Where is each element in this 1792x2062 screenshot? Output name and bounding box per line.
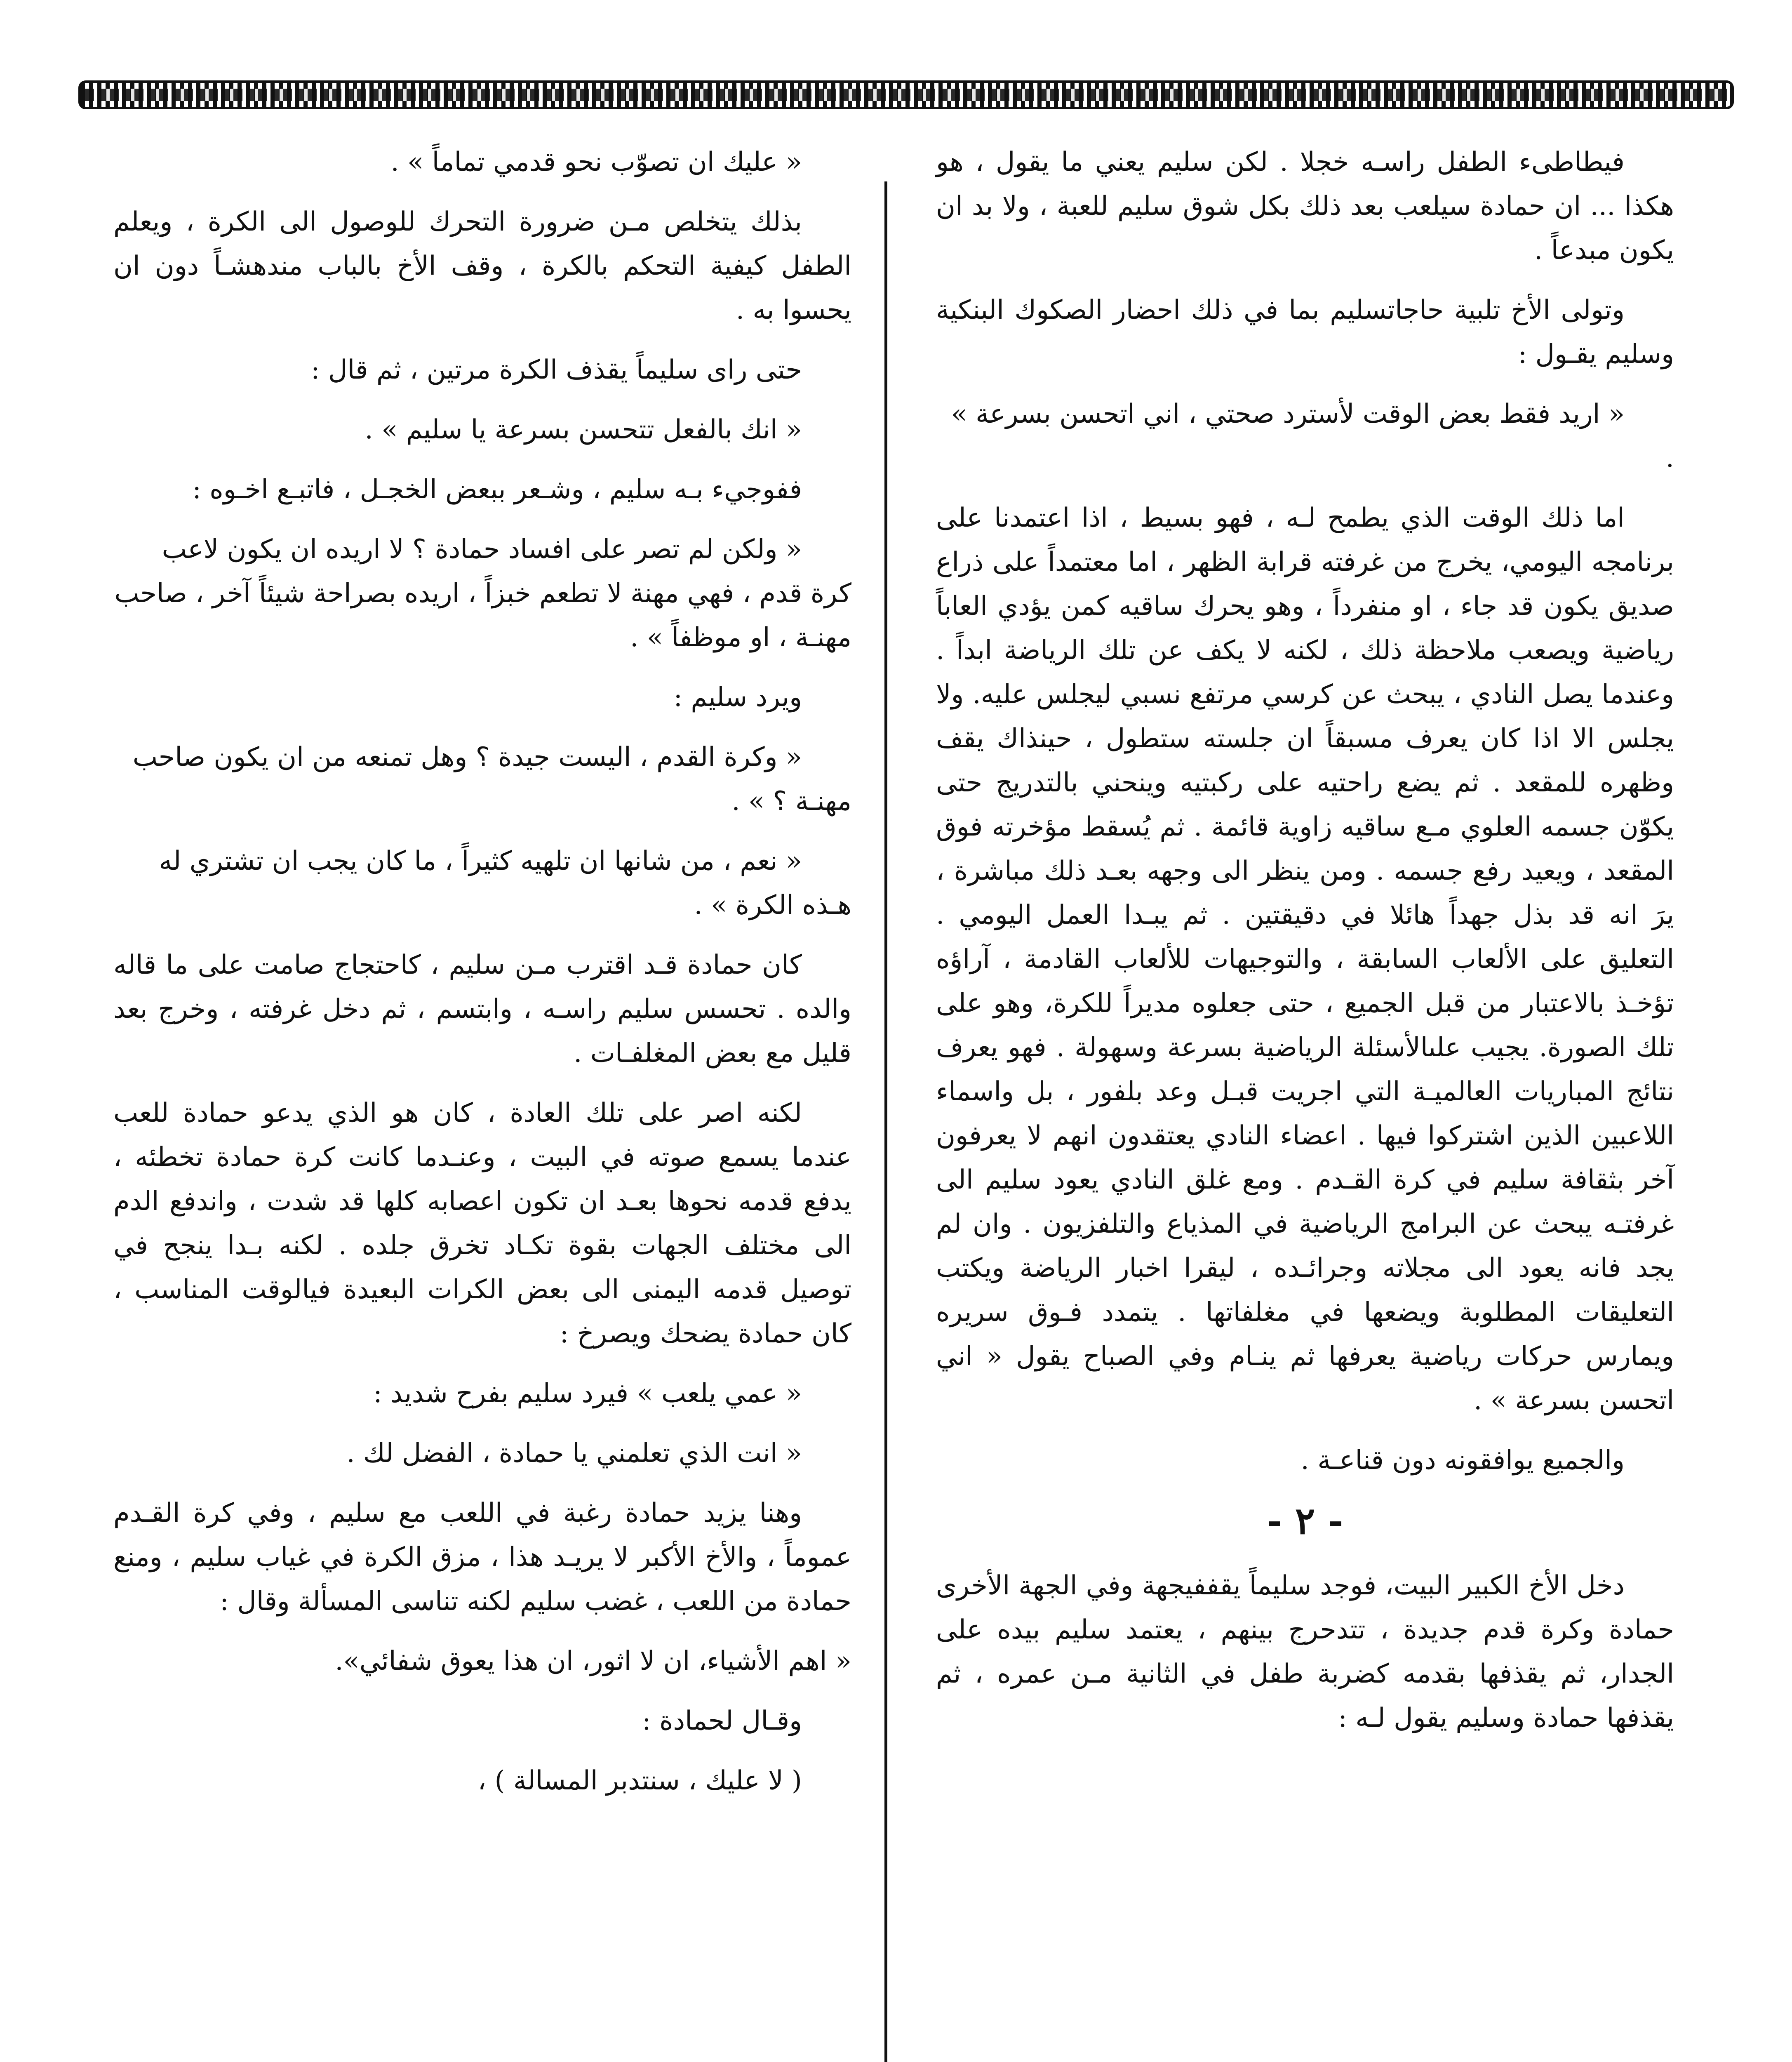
paragraph: وقـال لحمادة :: [642, 1706, 802, 1736]
paragraph: وهنا يزيد حمادة رغبة في اللعب مع سليم ، وفي كرة القـدم عموماً ، والأخ الأكبر لا يريـد هذا ، مزق الكرة في غياب سليم ، ومنع حمادة من اللعب ، غضب سليم لكنه تناسى المسألة وقال :: [113, 1498, 852, 1617]
paragraph: بذلك يتخلص مـن ضرورة التحرك للوصول الى الكرة ، ويعلم الطفل كيفية التحكم بالكرة ، وقف الأخ بالباب مندهشـاً دون ان يحسوا به .: [113, 207, 851, 325]
quote: ( لا عليك ، سنتدبر المسالة ) ،: [477, 1765, 802, 1796]
quote: « ولكن لم تصر على افساد حمادة ؟ لا اريده ان يكون لاعب كرة قدم ، فهي مهنة لا تطعم خبزاً ، اريده بصراحة شيئاً آخر ، صاحب مهنـة ، او موظفاً » .: [114, 534, 851, 653]
quote: « اهم الأشياء، ان لا اثور، ان هذا يعوق شفائي».: [335, 1646, 851, 1676]
quote: « وكرة القدم ، اليست جيدة ؟ وهل تمنعه من ان يكون صاحب مهنـة ؟ » .: [132, 742, 851, 817]
quote: « انت الذي تعلمني يا حمادة ، الفضل لك .: [346, 1438, 802, 1469]
paragraph: ويرد سليم :: [673, 682, 802, 713]
paragraph: لكنه اصر على تلك العادة ، كان هو الذي يدعو حمادة للعب عندما يسمع صوته في البيت ، وعنـدما كانت كرة حمادة تخطئه ، يدفع قدمه نحوها بعـد ان تكون اعصابه كلها قد شدت ، واندفع الدم الى مختلف الجهات بقوة تكـاد تخرق جلده . لكنه بـدا ينجح في توصيل قدمه اليمنى الى بعض الكرات البعيدة فيالوقت المناسب ، كان حمادة يضحك ويصرخ :: [113, 1098, 852, 1349]
paragraph: فيطاطىء الطفل راسـه خجلا . لكن سليم يعني ما يقول ، هو هكذا ... ان حمادة سيلعب بعد ذلك بكل شوق سليم للعبة ، ولا بد ان يكون مبدعاً .: [936, 147, 1674, 266]
quote: « نعم ، من شانها ان تلهيه كثيراً ، ما كان يجب ان تشتري له هـذه الكرة » .: [159, 846, 851, 920]
paragraph: حتى راى سليماً يقذف الكرة مرتين ، ثم قال :: [311, 355, 802, 385]
paragraph: والجميع يوافقونه دون قناعـة .: [1300, 1445, 1625, 1476]
column-divider: [884, 181, 887, 2062]
section-number: - ٢ -: [1267, 1499, 1343, 1543]
paragraph: دخل الأخ الكبير البيت، فوجد سليماً يقففيجهة وفي الجهة الأخرى حمادة وكرة قدم جديدة ، تتدحرج بينهم ، يعتمد سليم بيده على الجدار، ثم يقذفها بقدمه كضربة طفل في الثانية مـن عمره ، ثم يقذفها حمادة وسليم يقول لـه :: [936, 1570, 1674, 1733]
quote: « انك بالفعل تتحسن بسرعة يا سليم » .: [365, 414, 802, 445]
paragraph: اما ذلك الوقت الذي يطمح لـه ، فهو بسيط ، اذا اعتمدنا على برنامجه اليومي، يخرج من غرفته قرابة الظهر ، اما معتمداً على ذراع صديق يكون قد جاء ، او منفرداً ، وهو يحرك ساقيه كمن يؤدي العاباً رياضية ويصعب ملاحظة ذلك ، لكنه لا يكف عن تلك الرياضة ابداً . وعندما يصل النادي ، يبحث عن كرسي مرتفع نسبي ليجلس عليه. ولا يجلس الا اذا كان يعرف مسبقاً ان جلسته ستطول ، حينذاك يقف وظهره للمقعد . ثم يضع راحتيه على ركبتيه وينحني بالتدريج حتى يكوّن جسمه العلوي مـع ساقيه زاوية قائمة . ثم يُسقط مؤخرته فوق المقعد ، ويعيد رفع جسمه . ومن ينظر الى وجهه بعـد ذلك مباشرة ، يرَ انه قد بذل جهداً هائلا في دقيقتين . ثم يبـدا العمل اليومي . التعليق على الألعاب السابقة ، والتوجيهات للألعاب القادمة ، آراؤه تؤخـذ بالاعتبار من قبل الجميع ، حتى جعلوه مديراً للكرة، وهو على تلك الصورة. يجيب علىالأسئلة الرياضية بسرعة وسهولة . فهو يعرف نتائج المباريات العالميـة التي اجريت قبـل وعد بلفور ، بل واسماء اللاعبين الذين اشتركوا فيها . اعضاء النادي يعتقدون انهم لا يعرفون آخر بثقافة سليم في كرة القـدم . ومع غلق النادي يعود سليم الى غرفتـه يبحث عن البرامج الرياضية في المذياع والتلفزيون . وان لم يجد فانه يعود الى مجلاته وجرائـده ، ليقرا اخبار الرياضة ويكتب التعليقات المطلوبة ويضعها في مغلفاتها . يتمدد فـوق سريره ويمارس حركات رياضية يعرفها ثم ينـام وفي الصباح يقول « اني اتحسن بسرعة » .: [936, 503, 1674, 1416]
quote: « عمي يلعب » فيرد سليم بفرح شديد :: [373, 1378, 802, 1409]
paragraph: وتولى الأخ تلبية حاجاتسليم بما في ذلك احضار الصكوك البنكية وسليم يقـول :: [936, 295, 1674, 370]
ornamental-border: [78, 80, 1734, 109]
right-column: [936, 140, 1674, 1756]
paragraph: ففوجيء بـه سليم ، وشـعر ببعض الخجـل ، فاتبـع اخـوه :: [192, 474, 802, 505]
left-column: [113, 140, 851, 1819]
quote: « اريد فقط بعض الوقت لأسترد صحتي ، اني اتحسن بسرعة » .: [951, 399, 1674, 473]
paragraph: كان حمادة قـد اقترب مـن سليم ، كاحتجاج صامت على ما قاله والده . تحسس سليم راسـه ، وابتسم ، ثم دخل غرفته ، وخرج بعد قليل مع بعض المغلفـات .: [113, 950, 851, 1069]
quote: « عليك ان تصوّب نحو قدمي تماماً » .: [390, 147, 802, 177]
